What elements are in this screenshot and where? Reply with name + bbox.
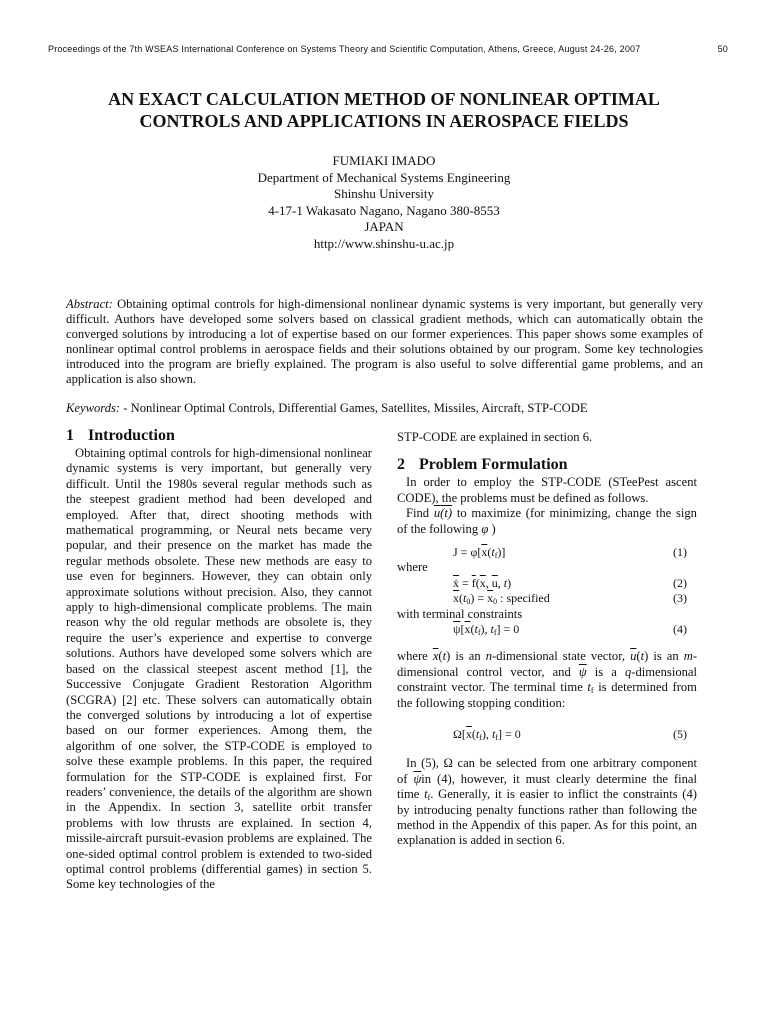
section-2-heading <box>397 455 697 475</box>
title-line-2: CONTROLS AND APPLICATIONS IN AEROSPACE FIELDS <box>139 111 629 131</box>
equation-1: $J = \varphi[\overline{x}(t_f)]$ (1) <box>453 545 687 561</box>
omega-paragraph: In (5), Ω can be selected from one arbitrary component of $\overline{\psi}in$ (4), however, it must clearly determine the final time $t_f$. Generally, it is easier to inflict the constraints (4) by introducing penalty functions rather than following the method in the Appendix of this paper. As for this point, an explanation is added in section 6. <box>397 756 697 848</box>
where-text-2: is an <box>455 649 481 664</box>
equation-3: $\overline{x}(t_0) = \overline{x}_0$ : specified (3) <box>453 591 687 607</box>
where-text-8: is determined from the following stopping condition: <box>397 680 697 710</box>
omega-text-2: can be selected from one arbitrary component of <box>397 756 697 786</box>
section-2-intro: In order to employ the STP-CODE (STeePest ascent CODE), the problems must be defined as follows. <box>397 475 697 505</box>
omega-text-1: In (5), <box>406 756 439 771</box>
equation-5-number: (5) <box>673 727 687 742</box>
specified-label: : specified <box>500 591 550 606</box>
keywords-label: Keywords: <box>66 401 121 415</box>
title-line-1: AN EXACT CALCULATION METHOD OF NONLINEAR OPTIMAL <box>108 89 660 109</box>
equation-5: $\Omega[\overline{x}(t_f)$, $t_f] = 0$ (5) <box>453 727 687 743</box>
abstract <box>66 297 703 387</box>
abstract-text: Obtaining optimal controls for high-dimensional nonlinear dynamic systems is very important, but generally very difficult. Authors have developed some solvers based on classical gradient methods, which can automatically obtain the converged solutions by introducing a lot of expertise based on our former experiences. This paper shows some examples of nonlinear optimal control problems in aerospace fields and their solutions obtained by our program. Some key technologies introduced into the program are briefly explained. The program is also useful to solve differential game problems, and an application is also shown. <box>66 297 703 386</box>
author-block <box>100 153 668 252</box>
equation-3-number: (3) <box>673 591 687 606</box>
where-text-4: is an <box>653 649 679 664</box>
author-country: JAPAN <box>364 219 404 234</box>
where-text-6: is a <box>594 664 617 679</box>
section-1-number: 1 <box>66 427 74 444</box>
running-header <box>48 44 728 54</box>
find-suffix: to maximize (for minimizing, change the sign of the following <box>397 506 697 536</box>
keywords-text: - Nonlinear Optimal Controls, Differential Games, Satellites, Missiles, Aircraft, STP-CODE <box>123 401 588 415</box>
equation-2: ẋ = $\overline{f}(\overline{x}$, $\overline{u}$, t) (2) <box>453 575 687 590</box>
find-close: ) <box>491 521 496 536</box>
terminal-constraints-label: with terminal constraints <box>397 606 523 621</box>
author-university: Shinshu University <box>333 186 435 201</box>
section-1-title: Introduction <box>88 427 175 444</box>
omega-text-3: in (4), however, it must clearly determine the final time <box>397 771 697 802</box>
where-label-1: where <box>397 560 428 575</box>
find-control-var: u(t) <box>433 506 453 521</box>
author-url[interactable]: http://www.shinshu-u.ac.jp <box>313 235 455 251</box>
abstract-label: Abstract: <box>66 297 113 311</box>
author-address: 4-17-1 Wakasato Nagano, Nagano 380-8553 <box>268 202 500 218</box>
equation-4: $\overline{\psi}[\overline{x}(t_f)$, $t_f] = 0$ (4) <box>453 622 687 638</box>
section-1-heading <box>66 426 372 446</box>
equation-2-number: (2) <box>673 575 687 590</box>
where-text-7: -dimensional constraint vector. The terminal time <box>397 664 698 695</box>
left-column <box>66 426 372 893</box>
page-number: 50 <box>717 44 728 54</box>
equation-1-number: (1) <box>673 545 687 560</box>
omega-text-4: . Generally, it is easier to inflict the constraints (4) by introducing penalty functions rather than following the method in the Appendix of this paper. As for this point, an explanation is added in section 6. <box>397 787 697 848</box>
where-text-5: -dimensional control vector, and <box>397 649 698 679</box>
author-name: FUMIAKI IMADO <box>332 153 436 168</box>
author-department: Department of Mechanical Systems Engineering <box>257 169 511 185</box>
paper-title <box>40 88 728 132</box>
section-2-find <box>397 506 697 537</box>
where-text-1: where <box>397 649 428 664</box>
find-phi: φ <box>481 521 489 536</box>
section-1-body: Obtaining optimal controls for high-dimensional nonlinear dynamic systems is very important, but generally very difficult. Until the 1980s several regular methods such as the steepest gradient method had been developed and employed. After that, direct shooting methods with mathematical programming, or Neural nets became very popular, and their presence on the market has made the regular methods obsolete. These new methods are easy to use even for beginners. However, they can obtain only approximate solutions without precision. Also, they cannot apply to high-dimensional complicate problems. The main reason why the old regular methods are obsolete is, they require the user’s experience and expertise to converge solutions. Authors have developed some solvers which are based on the classical steepest ascent method [1], the Successive Conjugate Gradient Restoration Algorithm (SCGRA) [2] etc. These solvers can automatically obtain the converged solutions by introducing a lot of expertise based on our former experiences. Among them, the algorithm of one solver, the STP-CODE is employed to solve these example problems. In this paper, the required formulation for the STP-CODE is explained first. For readers’ convenience, the details of the algorithm are shown in the Appendix. In section 3, satellite orbit transfer problems with low thrusts are explained. In section 4, missile-aircraft pursuit-evasion problems are explained. The one-sided optimal control problem is extended to two-sided optimal control problems (differential games) in section 5. Some key technologies of the <box>66 446 372 892</box>
header-text: Proceedings of the 7th WSEAS International Conference on Systems Theory and Scientific Computation, Athens, Greece, August 24-26, 2007 <box>48 44 641 54</box>
equation-4-number: (4) <box>673 622 687 637</box>
find-prefix: Find <box>406 506 430 521</box>
section-1-continuation: STP-CODE are explained in section 6. <box>397 430 593 444</box>
keywords <box>66 401 703 416</box>
section-2-title: Problem Formulation <box>419 456 568 474</box>
where-paragraph: where $\overline{x}(t)$ is an n-dimensional state vector, $\overline{u}(t)$ is an m-dimensional control vector, and $\overline{\psi}$ is a q-dimensional constraint vector. The terminal time $t_f$ is determined from the following stopping condition: <box>397 649 698 710</box>
section-2-number: 2 <box>397 456 405 474</box>
right-column <box>397 430 697 849</box>
where-text-3: -dimensional state vector, <box>492 649 626 664</box>
